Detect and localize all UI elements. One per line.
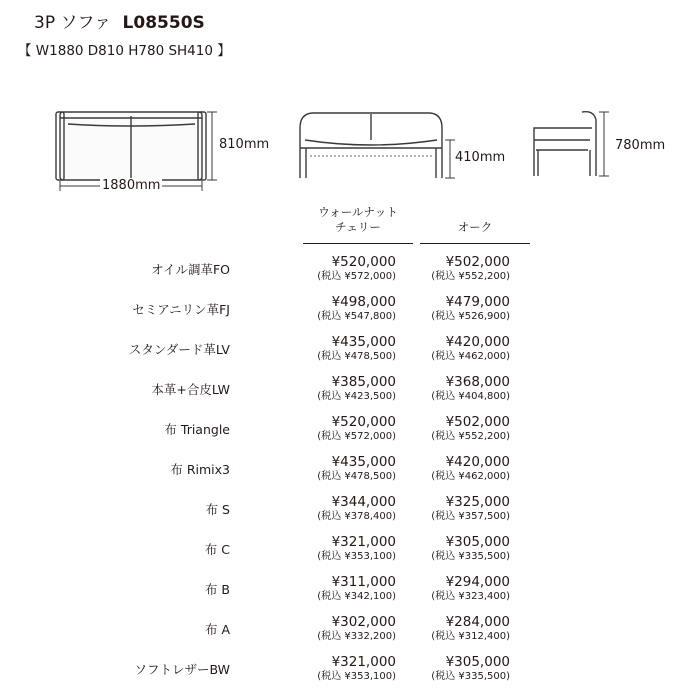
column-header-line1 bbox=[420, 205, 530, 220]
price-walnut-cherry bbox=[276, 574, 396, 604]
column-header-line2: オーク bbox=[457, 220, 493, 234]
price-row bbox=[0, 374, 700, 414]
column-rule bbox=[420, 243, 530, 244]
price-value: ¥325,000 bbox=[445, 494, 510, 510]
sofa-drawings bbox=[0, 0, 700, 200]
material-label: セミアニリン革FJ bbox=[132, 302, 230, 317]
column-header-line2: チェリー bbox=[335, 220, 381, 234]
price-oak bbox=[390, 534, 510, 564]
price-oak bbox=[390, 414, 510, 444]
price-value: ¥284,000 bbox=[445, 614, 510, 630]
price-value: ¥502,000 bbox=[445, 414, 510, 430]
height-dimension-label: 780mm bbox=[615, 138, 666, 153]
price-walnut-cherry bbox=[276, 254, 396, 284]
price-value: ¥420,000 bbox=[445, 454, 510, 470]
column-header-walnut-cherry bbox=[303, 205, 413, 235]
price-walnut-cherry bbox=[276, 334, 396, 364]
price-oak bbox=[390, 494, 510, 524]
price-tax-included: (税込 ¥404,800) bbox=[431, 391, 510, 402]
price-row bbox=[0, 494, 700, 534]
column-rule bbox=[303, 243, 413, 244]
price-oak bbox=[390, 614, 510, 644]
material-label: スタンダード革LV bbox=[128, 342, 230, 357]
price-walnut-cherry bbox=[276, 454, 396, 484]
price-tax-included: (税込 ¥552,200) bbox=[431, 431, 510, 442]
price-tax-included: (税込 ¥478,500) bbox=[317, 471, 396, 482]
price-row bbox=[0, 654, 700, 694]
material-label: 布 A bbox=[204, 622, 230, 637]
price-oak bbox=[390, 454, 510, 484]
price-tax-included: (税込 ¥378,400) bbox=[317, 511, 396, 522]
price-row bbox=[0, 414, 700, 454]
depth-dimension-label: 810mm bbox=[219, 137, 270, 152]
price-oak bbox=[390, 374, 510, 404]
side-view-drawing bbox=[534, 112, 596, 176]
price-tax-included: (税込 ¥353,100) bbox=[317, 671, 396, 682]
column-header-line1: ウォールナット bbox=[318, 205, 398, 219]
price-tax-included: (税込 ¥462,000) bbox=[431, 351, 510, 362]
price-row bbox=[0, 574, 700, 614]
product-model: L08550S bbox=[122, 13, 205, 33]
material-label: ソフトレザーBW bbox=[134, 662, 230, 677]
price-value: ¥385,000 bbox=[331, 374, 396, 390]
top-view-drawing bbox=[56, 112, 206, 180]
price-value: ¥294,000 bbox=[445, 574, 510, 590]
price-walnut-cherry bbox=[276, 494, 396, 524]
product-dimensions: 【 W1880 D810 H780 SH410 】 bbox=[18, 43, 231, 59]
price-walnut-cherry bbox=[276, 374, 396, 404]
price-value: ¥321,000 bbox=[331, 654, 396, 670]
price-walnut-cherry bbox=[276, 414, 396, 444]
price-row bbox=[0, 254, 700, 294]
price-oak bbox=[390, 654, 510, 684]
price-value: ¥520,000 bbox=[331, 414, 396, 430]
price-value: ¥368,000 bbox=[445, 374, 510, 390]
material-label: 本革+合皮LW bbox=[151, 382, 230, 397]
price-tax-included: (税込 ¥342,100) bbox=[317, 591, 396, 602]
price-tax-included: (税込 ¥357,500) bbox=[431, 511, 510, 522]
seat-height-dimension-label: 410mm bbox=[455, 150, 506, 165]
price-tax-included: (税込 ¥572,000) bbox=[317, 271, 396, 282]
price-row bbox=[0, 334, 700, 374]
material-label: 布 Triangle bbox=[164, 422, 230, 437]
price-walnut-cherry bbox=[276, 654, 396, 684]
price-walnut-cherry bbox=[276, 534, 396, 564]
front-view-drawing bbox=[300, 113, 442, 178]
price-tax-included: (税込 ¥547,800) bbox=[317, 311, 396, 322]
width-dimension-label: 1880mm bbox=[102, 178, 161, 193]
price-value: ¥498,000 bbox=[331, 294, 396, 310]
price-tax-included: (税込 ¥462,000) bbox=[431, 471, 510, 482]
material-label: 布 C bbox=[204, 542, 230, 557]
price-tax-included: (税込 ¥312,400) bbox=[431, 631, 510, 642]
price-row bbox=[0, 614, 700, 654]
price-walnut-cherry bbox=[276, 294, 396, 324]
price-oak bbox=[390, 254, 510, 284]
price-tax-included: (税込 ¥423,500) bbox=[317, 391, 396, 402]
price-value: ¥305,000 bbox=[445, 534, 510, 550]
material-label: 布 B bbox=[204, 582, 230, 597]
price-value: ¥305,000 bbox=[445, 654, 510, 670]
price-tax-included: (税込 ¥335,500) bbox=[431, 671, 510, 682]
price-tax-included: (税込 ¥478,500) bbox=[317, 351, 396, 362]
price-tax-included: (税込 ¥332,200) bbox=[317, 631, 396, 642]
price-tax-included: (税込 ¥526,900) bbox=[431, 311, 510, 322]
price-oak bbox=[390, 574, 510, 604]
price-value: ¥502,000 bbox=[445, 254, 510, 270]
price-value: ¥479,000 bbox=[445, 294, 510, 310]
price-row bbox=[0, 454, 700, 494]
price-value: ¥302,000 bbox=[331, 614, 396, 630]
material-label: オイル調革FO bbox=[151, 262, 230, 277]
price-value: ¥420,000 bbox=[445, 334, 510, 350]
price-tax-included: (税込 ¥335,500) bbox=[431, 551, 510, 562]
price-row bbox=[0, 534, 700, 574]
price-tax-included: (税込 ¥323,400) bbox=[431, 591, 510, 602]
price-value: ¥311,000 bbox=[331, 574, 396, 590]
price-value: ¥520,000 bbox=[331, 254, 396, 270]
price-row bbox=[0, 294, 700, 334]
price-tax-included: (税込 ¥353,100) bbox=[317, 551, 396, 562]
price-value: ¥435,000 bbox=[331, 454, 396, 470]
material-label: 布 S bbox=[205, 502, 230, 517]
price-tax-included: (税込 ¥552,200) bbox=[431, 271, 510, 282]
column-header-oak bbox=[420, 205, 530, 235]
price-value: ¥435,000 bbox=[331, 334, 396, 350]
price-value: ¥321,000 bbox=[331, 534, 396, 550]
price-value: ¥344,000 bbox=[331, 494, 396, 510]
price-tax-included: (税込 ¥572,000) bbox=[317, 431, 396, 442]
material-label: 布 Rimix3 bbox=[170, 462, 230, 477]
price-walnut-cherry bbox=[276, 614, 396, 644]
price-oak bbox=[390, 334, 510, 364]
price-oak bbox=[390, 294, 510, 324]
product-name: 3P ソファ bbox=[34, 13, 112, 33]
